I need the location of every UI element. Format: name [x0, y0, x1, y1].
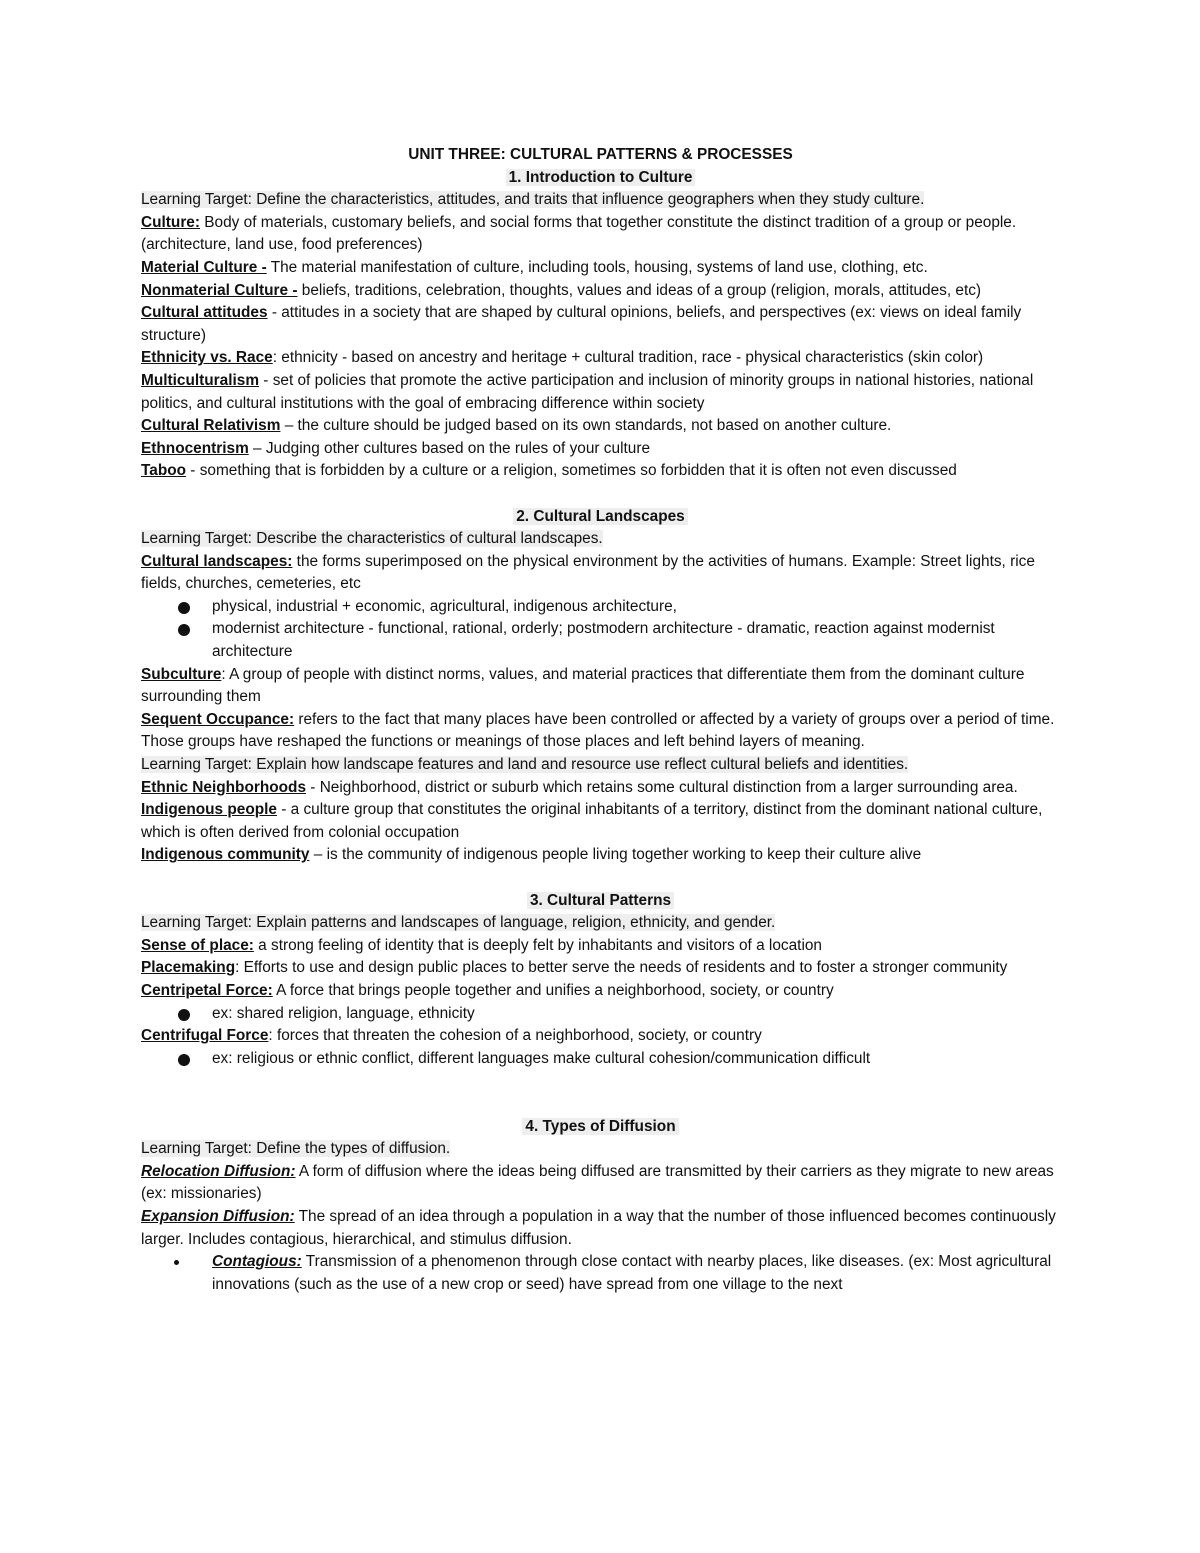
- list-item: modernist architecture - functional, rational, orderly; postmodern architecture - dramatic, reaction against modernist architecture: [141, 618, 1060, 663]
- page-title: UNIT THREE: CULTURAL PATTERNS & PROCESSES: [408, 146, 793, 163]
- centrifugal-bullet-list: [141, 1048, 1060, 1071]
- section-4-learning-target: Learning Target: Define the types of diffusion.: [141, 1140, 451, 1158]
- definition-subculture: Subculture: A group of people with distinct norms, values, and material practices that differentiate them from the dominant culture surrounding them: [141, 665, 1025, 706]
- definition-sense-of-place: Sense of place: a strong feeling of identity that is deeply felt by inhabitants and visitors of a location: [141, 936, 822, 954]
- section-3-heading: 3. Cultural Patterns: [141, 890, 1060, 913]
- section-1-learning-target: Learning Target: Define the characteristics, attitudes, and traits that influence geographers when they study culture.: [141, 191, 925, 209]
- section-4-heading: 4. Types of Diffusion: [141, 1116, 1060, 1139]
- definition-ethnicity-vs-race: Ethnicity vs. Race: ethnicity - based on ancestry and heritage + cultural tradition, race - physical characteristics (skin color): [141, 349, 984, 367]
- definition-placemaking: Placemaking: Efforts to use and design public places to better serve the needs of residents and to foster a stronger community: [141, 959, 1008, 977]
- landscape-bullet-list: [141, 596, 1060, 664]
- section-1-heading: 1. Introduction to Culture: [141, 167, 1060, 190]
- definition-taboo: Taboo - something that is forbidden by a culture or a religion, sometimes so forbidden that it is often not even discussed: [141, 462, 957, 480]
- spacer: [141, 1093, 1060, 1116]
- definition-indigenous-community: Indigenous community – is the community of indigenous people living together working to keep their culture alive: [141, 846, 922, 864]
- list-item: ex: shared religion, language, ethnicity: [141, 1003, 1060, 1026]
- definition-centripetal-force: Centripetal Force: A force that brings people together and unifies a neighborhood, society, or country: [141, 981, 834, 999]
- spacer: [141, 483, 1060, 506]
- bullet-icon: [174, 1260, 179, 1265]
- list-item: Contagious: Transmission of a phenomenon through close contact with nearby places, like diseases. (ex: Most agricultural innovations (such as the use of a new crop or seed) have spread from one village to the next: [141, 1251, 1060, 1296]
- list-item: physical, industrial + economic, agricultural, indigenous architecture,: [141, 596, 1060, 619]
- bullet-icon: [178, 624, 190, 636]
- spacer: [141, 1070, 1060, 1093]
- definition-nonmaterial-culture: Nonmaterial Culture - beliefs, traditions, celebration, thoughts, values and ideas of a group (religion, morals, attitudes, etc): [141, 281, 982, 299]
- bullet-icon: [178, 1009, 190, 1021]
- definition-sequent-occupance: Sequent Occupance: refers to the fact that many places have been controlled or affected by a variety of groups over a period of time. Those groups have reshaped the functions or meanings of those places and left behind layers of meaning.: [141, 710, 1055, 751]
- section-2-learning-target: Learning Target: Describe the characteristics of cultural landscapes.: [141, 530, 603, 548]
- definition-material-culture: Material Culture - The material manifestation of culture, including tools, housing, systems of land use, clothing, etc.: [141, 258, 928, 276]
- spacer: [141, 867, 1060, 890]
- definition-indigenous-people: Indigenous people - a culture group that constitutes the original inhabitants of a territory, distinct from the dominant national culture, which is often derived from colonial occupation: [141, 801, 1043, 841]
- definition-culture: Culture: Body of materials, customary beliefs, and social forms that together constitute the distinct tradition of a group or people. (architecture, land use, food preferences): [141, 213, 1017, 254]
- definition-multiculturalism: Multiculturalism - set of policies that promote the active participation and inclusion of minority groups in national histories, national politics, and cultural institutions with the goal of embracing difference within society: [141, 371, 1034, 412]
- section-2-heading: 2. Cultural Landscapes: [141, 506, 1060, 529]
- definition-cultural-attitudes: Cultural attitudes - attitudes in a society that are shaped by cultural opinions, beliefs, and perspectives (ex: views on ideal family structure): [141, 304, 1022, 344]
- definition-ethnic-neighborhoods: Ethnic Neighborhoods - Neighborhood, district or suburb which retains some cultural distinction from a larger surrounding area.: [141, 778, 1018, 796]
- section-2-learning-target-2: Learning Target: Explain how landscape features and land and resource use reflect cultural beliefs and identities.: [141, 756, 909, 774]
- definition-relocation-diffusion: Relocation Diffusion: A form of diffusion where the ideas being diffused are transmitted by their carriers as they migrate to new areas (ex: missionaries): [141, 1162, 1054, 1203]
- bullet-icon: [178, 1054, 190, 1066]
- section-3-learning-target: Learning Target: Explain patterns and landscapes of language, religion, ethnicity, and gender.: [141, 914, 776, 932]
- definition-cultural-landscapes: Cultural landscapes: the forms superimposed on the physical environment by the activities of humans. Example: Street lights, rice fields, churches, cemeteries, etc: [141, 552, 1035, 593]
- bullet-icon: [178, 602, 190, 614]
- diffusion-bullet-list: [141, 1251, 1060, 1296]
- definition-expansion-diffusion: Expansion Diffusion: The spread of an idea through a population in a way that the number of those influenced becomes continuously larger. Includes contagious, hierarchical, and stimulus diffusion.: [141, 1207, 1056, 1248]
- definition-cultural-relativism: Cultural Relativism – the culture should be judged based on its own standards, not based on another culture.: [141, 417, 892, 435]
- list-item: ex: religious or ethnic conflict, different languages make cultural cohesion/communication difficult: [141, 1048, 1060, 1071]
- centripetal-bullet-list: [141, 1003, 1060, 1026]
- definition-centrifugal-force: Centrifugal Force: forces that threaten the cohesion of a neighborhood, society, or country: [141, 1027, 762, 1045]
- definition-ethnocentrism: Ethnocentrism – Judging other cultures based on the rules of your culture: [141, 439, 651, 457]
